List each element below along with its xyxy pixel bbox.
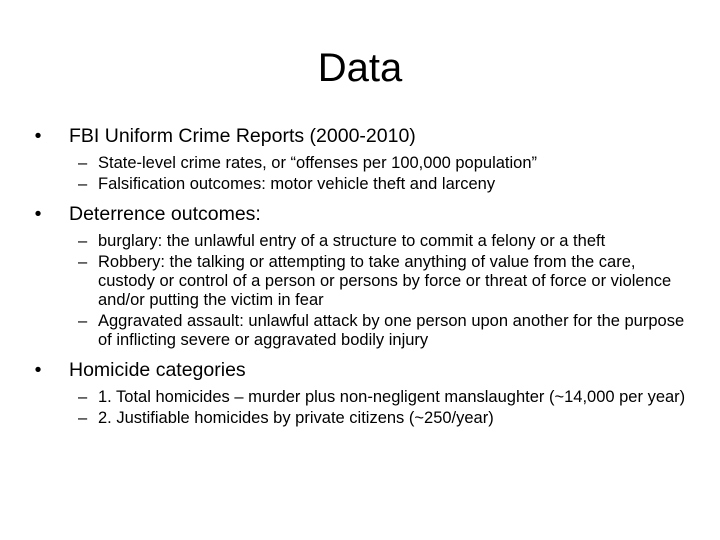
bullet-item [28,202,688,350]
sub-item [78,409,688,428]
sub-item [78,232,688,251]
bullet-text: FBI Uniform Crime Reports (2000-2010) [69,125,416,147]
sub-marker: – [78,312,88,330]
sub-item [78,253,688,310]
bullet-item [28,124,688,194]
sub-list [78,154,688,194]
sub-text: Aggravated assault: unlawful attack by one person upon another for the purpose of inflicting severe or aggravated bodily injury [98,312,685,349]
bullet-marker: • [34,359,42,381]
sub-marker: – [78,232,88,250]
bullet-text: Deterrence outcomes: [69,203,261,225]
slide-title: Data [317,46,403,90]
bullet-marker: • [34,203,42,225]
sub-text: 2. Justifiable homicides by private citizens (~250/year) [98,409,494,427]
bullet-item [28,358,688,428]
sub-text: Falsification outcomes: motor vehicle theft and larceny [98,175,496,193]
slide-content [28,124,688,430]
sub-item [78,175,688,194]
sub-list [78,232,688,350]
sub-text: State-level crime rates, or “offenses per 100,000 population” [98,154,538,172]
bullet-marker: • [34,125,42,147]
sub-marker: – [78,154,88,172]
bullet-text: Homicide categories [69,359,246,381]
sub-item [78,388,688,407]
sub-item [78,154,688,173]
sub-text: 1. Total homicides – murder plus non-negligent manslaughter (~14,000 per year) [98,388,686,406]
sub-marker: – [78,409,88,427]
sub-list [78,388,688,428]
sub-item [78,312,688,350]
sub-text: Robbery: the talking or attempting to take anything of value from the care, custody or control of a person or persons by force or threat of force or violence and/or putting the victim in fear [98,253,672,309]
sub-marker: – [78,175,88,193]
sub-marker: – [78,253,88,271]
sub-text: burglary: the unlawful entry of a structure to commit a felony or a theft [98,232,606,250]
sub-marker: – [78,388,88,406]
